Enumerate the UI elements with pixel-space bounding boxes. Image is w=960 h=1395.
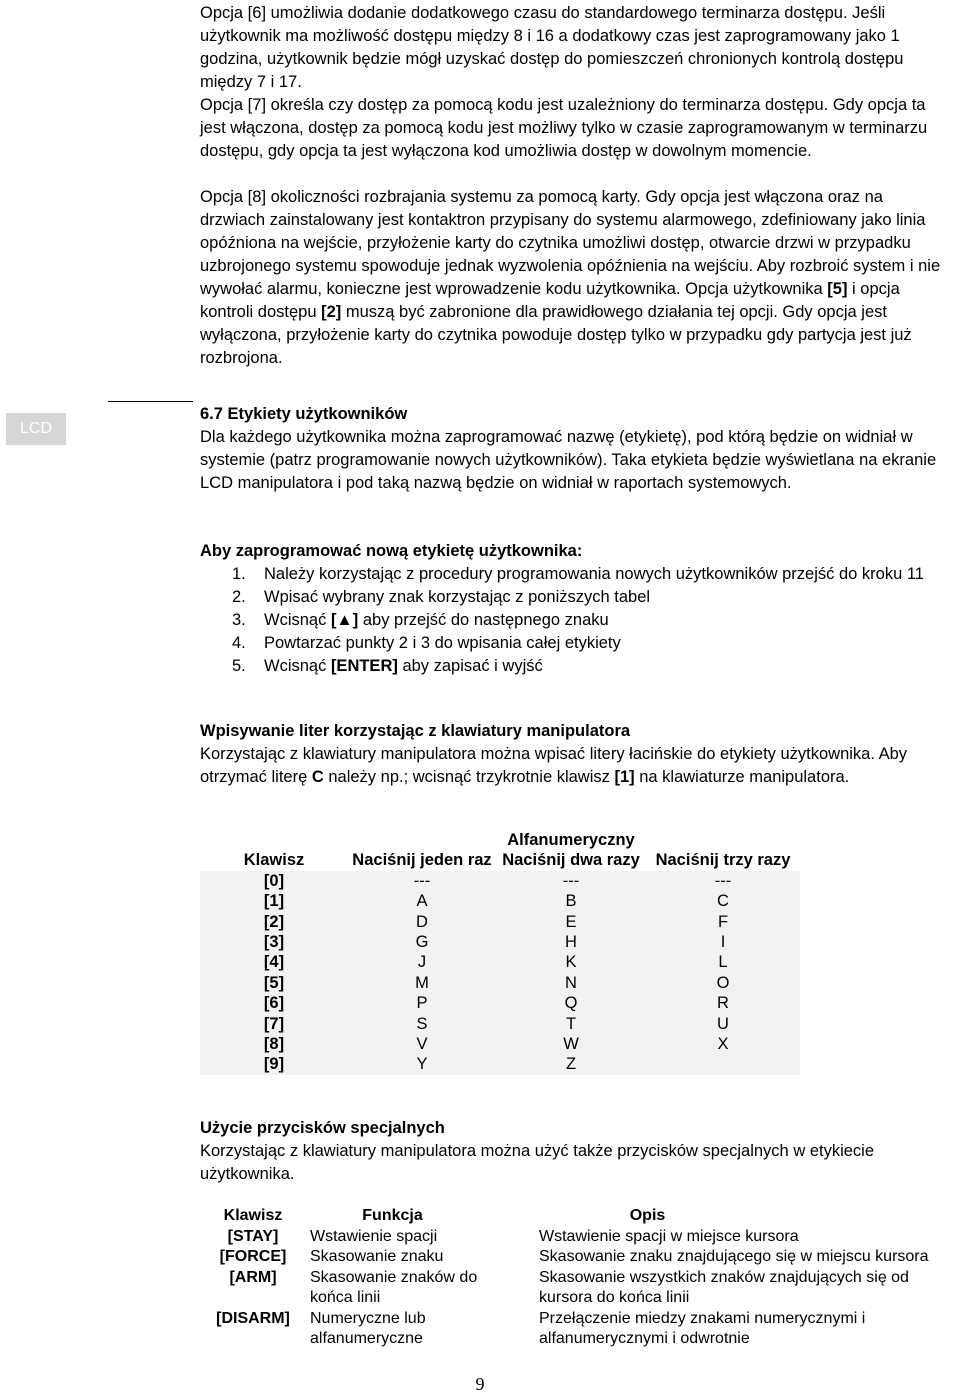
table-row: [ARM] Skasowanie znaków do końca linii Skasowanie wszystkich znaków znajdujących się od kursora do końca linii [229,1268,909,1306]
column-header: Klawisz [223,1207,283,1224]
procedure-heading: Aby zaprogramować nową etykietę użytkownika: [200,542,583,560]
table-row: [7] S T U [200,1014,800,1034]
column-header: Naciśnij jeden raz [352,851,492,870]
table-row: [3] G H I [200,932,800,952]
table-row: [DISARM] Numeryczne lub alfanumeryczne Przełączenie miedzy znakami numerycznymi i alfanumerycznymi i odwrotnie [216,1309,866,1347]
column-header: Funkcja [362,1207,423,1224]
table-row: [6] P Q R [200,993,800,1013]
table-row: [STAY] Wstawienie spacji Wstawienie spacji w miejsce kursora [227,1227,799,1245]
option-7-paragraph [200,94,952,163]
table-row: [1] A B C [200,891,800,911]
table-row: [0] --- --- --- [200,871,800,891]
group-header: Alfanumeryczny [507,831,635,849]
lcd-badge: LCD [6,413,66,445]
letters-heading: Wpisywanie liter korzystając z klawiatury manipulatora [200,722,631,740]
up-arrow-key: [▲] [330,611,359,629]
procedure-step: 1. Należy korzystając z procedury programowania nowych użytkowników przejść do kroku 11 [232,565,924,583]
option-6-text: Opcja [6] umożliwia dodanie dodatkowego czasu do standardowego terminarza dostępu. Jeśli użytkownik ma możliwość dostępu między 8 i 16 a dodatkowy czas jest zaprogramowany jako 1 godzina, użytkownik będzie mógł uzyskać dostęp do pomieszczeń chronionych kontrolą dostępu między 7 i 17. [200,4,904,91]
table-header-row [200,1206,956,1227]
table-row: [2] D E F [200,912,800,932]
table-row: [FORCE] Skasowanie znaku Skasowanie znaku znajdującego się w miejscu kursora [219,1248,929,1265]
alphanumeric-table [200,830,800,1075]
column-header: Alfanumeryczny Naciśnij dwa razy [496,830,646,871]
procedure-steps [232,563,952,678]
procedure-step: 2. Wpisać wybrany znak korzystając z poniższych tabel [232,588,651,606]
table-row: [5] M N O [200,973,800,993]
option-6-paragraph [200,2,952,94]
procedure-step: 4. Powtarzać punkty 2 i 3 do wpisania całej etykiety [232,634,621,652]
option-7-text: Opcja [7] określa czy dostęp za pomocą kodu jest uzależniony do terminarza dostępu. Gdy opcja ta jest włączona, dostęp za pomocą kodu jest możliwy tylko w czasie zaprogramowanym w terminarzu dostępu, gdy opcja ta jest wyłączona kod umożliwia dostęp w dowolnym momencie. [200,96,928,160]
table-header-row [200,830,800,871]
sidebar-rule [108,401,193,402]
procedure-step: 3. Wcisnąć [▲] aby przejść do następnego znaku [232,611,609,629]
section-body: Dla każdego użytkownika można zaprogramować nazwę (etykietę), pod którą będzie on widniał w systemie (patrz programowanie nowych użytkowników). Taka etykieta będzie wyświetlana na ekranie LCD manipulatora i pod taką nazwą będzie on widniał w raportach systemowych. [200,428,937,492]
procedure-step: 5. Wcisnąć [ENTER] aby zapisać i wyjść [232,657,543,675]
special-heading: Użycie przycisków specjalnych [200,1119,445,1137]
option-8-paragraph: Opcja [8] okoliczności rozbrajania systemu za pomocą karty. Gdy opcja jest włączona oraz na drzwiach zainstalowany jest kontaktron przypisany do systemu alarmowego, zdefiniowany jako linia opóźniona na wejście, przyłożenie karty do czytnika umożliwi dostęp, otwarcie drzwi w przypadku uzbrojonego systemu spowoduje jednak wyzwolenia opóźnienia na wejściu. Aby rozbroić system i nie wywołać alarmu, konieczne jest wprowadzenie kodu użytkownika. Opcja użytkownika [5] i opcja kontroli dostępu [2] muszą być zabronione dla prawidłowego działania tej opcji. Gdy opcja jest wyłączona, przyłożenie karty do czytnika powoduje dostęp tylko w przypadku gdy partycja jest już rozbrojona. [200,188,941,367]
table-row: [9] Y Z [200,1054,800,1074]
column-header: Klawisz [243,851,305,870]
column-header: Naciśnij trzy razy [655,851,791,870]
letters-body: Korzystając z klawiatury manipulatora można wpisać litery łacińskie do etykiety użytkownika. Aby otrzymać literę C należy np.; wcisnąć trzykrotnie klawisz [1] na klawiaturze manipulatora. [200,745,908,786]
table-row: [4] J K L [200,952,800,972]
enter-key: [ENTER] [330,657,398,675]
column-header: Opis [629,1207,666,1224]
special-body: Korzystając z klawiatury manipulatora można użyć także przycisków specjalnych w etykiecie użytkownika. [200,1142,875,1183]
page-number: 9 [475,1374,485,1394]
section-heading: 6.7 Etykiety użytkowników [200,405,408,423]
special-keys-table [200,1206,956,1350]
table-row: [8] V W X [200,1034,800,1054]
